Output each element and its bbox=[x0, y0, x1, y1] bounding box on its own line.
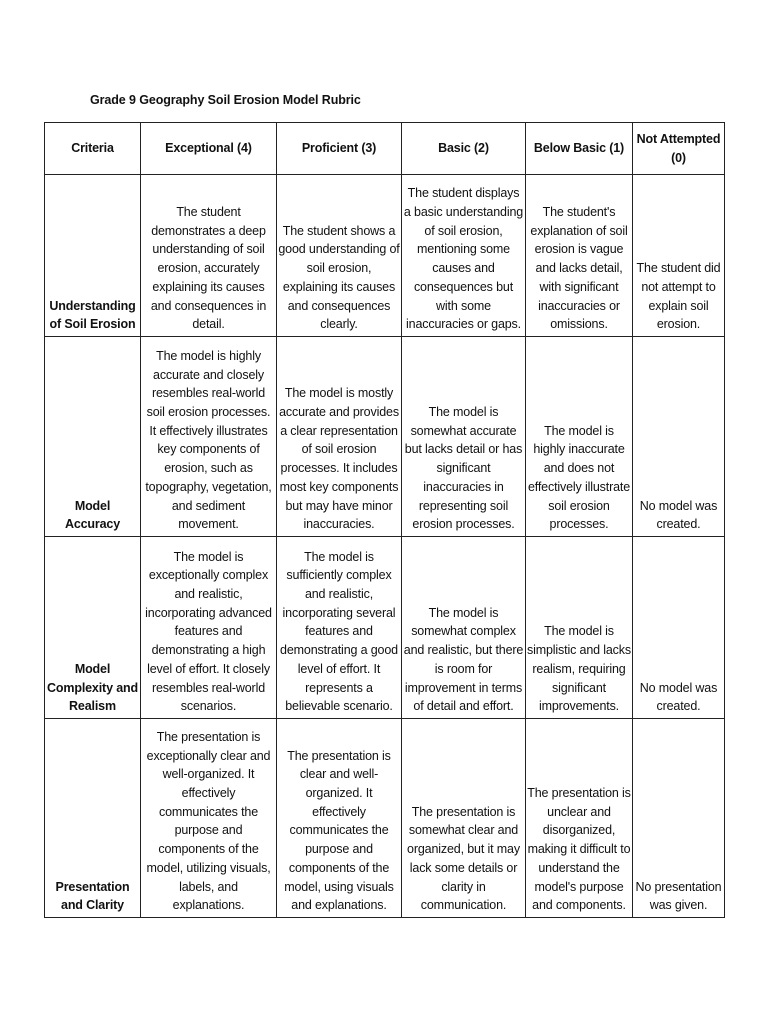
not-attempted-cell: No presentation was given. bbox=[633, 719, 725, 918]
not-attempted-cell: No model was created. bbox=[633, 537, 725, 719]
header-basic: Basic (2) bbox=[402, 123, 526, 175]
table-row bbox=[45, 337, 725, 537]
below-basic-cell: The presentation is unclear and disorganized, making it difficult to understand the model's purpose and components. bbox=[526, 719, 633, 918]
exceptional-cell: The model is highly accurate and closely resembles real-world soil erosion processes. It effectively illustrates key components of erosion, such as topography, vegetation, and sediment movement. bbox=[141, 337, 277, 537]
proficient-cell: The model is mostly accurate and provides a clear representation of soil erosion processes. It includes most key components but may have minor inaccuracies. bbox=[277, 337, 402, 537]
basic-cell: The model is somewhat complex and realistic, but there is room for improvement in terms of detail and effort. bbox=[402, 537, 526, 719]
rubric-table bbox=[44, 122, 725, 918]
criteria-cell: Understanding of Soil Erosion bbox=[45, 175, 141, 337]
below-basic-cell: The student's explanation of soil erosion is vague and lacks detail, with significant inaccuracies or omissions. bbox=[526, 175, 633, 337]
header-criteria: Criteria bbox=[45, 123, 141, 175]
table-row bbox=[45, 175, 725, 337]
not-attempted-cell: No model was created. bbox=[633, 337, 725, 537]
header-below-basic: Below Basic (1) bbox=[526, 123, 633, 175]
proficient-cell: The presentation is clear and well-organized. It effectively communicates the purpose and components of the model, using visuals and explanations. bbox=[277, 719, 402, 918]
header-exceptional: Exceptional (4) bbox=[141, 123, 277, 175]
proficient-cell: The model is sufficiently complex and realistic, incorporating several features and demonstrating a good level of effort. It represents a believable scenario. bbox=[277, 537, 402, 719]
exceptional-cell: The presentation is exceptionally clear and well-organized. It effectively communicates the purpose and components of the model, utilizing visuals, labels, and explanations. bbox=[141, 719, 277, 918]
exceptional-cell: The model is exceptionally complex and realistic, incorporating advanced features and demonstrating a high level of effort. It closely resembles real-world scenarios. bbox=[141, 537, 277, 719]
exceptional-cell: The student demonstrates a deep understanding of soil erosion, accurately explaining its causes and consequences in detail. bbox=[141, 175, 277, 337]
criteria-cell: Presentation and Clarity bbox=[45, 719, 141, 918]
basic-cell: The model is somewhat accurate but lacks detail or has significant inaccuracies in representing soil erosion processes. bbox=[402, 337, 526, 537]
below-basic-cell: The model is highly inaccurate and does not effectively illustrate soil erosion processes. bbox=[526, 337, 633, 537]
header-not-attempted: Not Attempted (0) bbox=[633, 123, 725, 175]
table-header-row bbox=[45, 123, 725, 175]
header-proficient: Proficient (3) bbox=[277, 123, 402, 175]
below-basic-cell: The model is simplistic and lacks realism, requiring significant improvements. bbox=[526, 537, 633, 719]
proficient-cell: The student shows a good understanding of soil erosion, explaining its causes and consequences clearly. bbox=[277, 175, 402, 337]
criteria-cell: Model Accuracy bbox=[45, 337, 141, 537]
table-row bbox=[45, 537, 725, 719]
criteria-cell: Model Complexity and Realism bbox=[45, 537, 141, 719]
document-title: Grade 9 Geography Soil Erosion Model Rubric bbox=[90, 93, 361, 107]
basic-cell: The presentation is somewhat clear and organized, but it may lack some details or clarity in communication. bbox=[402, 719, 526, 918]
not-attempted-cell: The student did not attempt to explain soil erosion. bbox=[633, 175, 725, 337]
basic-cell: The student displays a basic understanding of soil erosion, mentioning some causes and consequences but with some inaccuracies or gaps. bbox=[402, 175, 526, 337]
table-row bbox=[45, 719, 725, 918]
